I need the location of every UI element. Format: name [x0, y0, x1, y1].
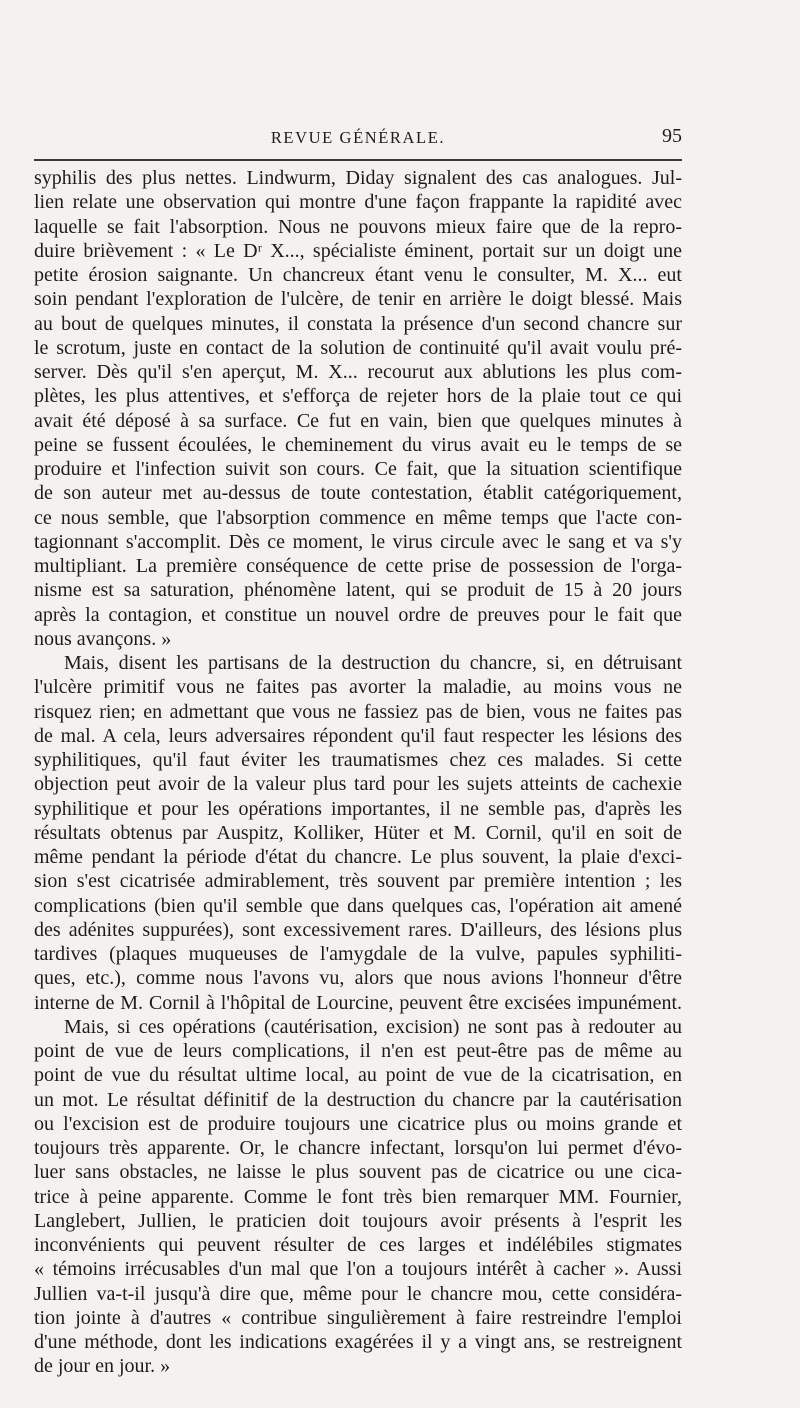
text-line: sion s'est cicatrisée admirablement, très souvent par première intention ; les — [34, 870, 682, 893]
text-line: l'ulcère primitif vous ne faites pas avorter la maladie, au moins vous ne — [34, 676, 682, 699]
text-line: avait été déposé à sa surface. Ce fut en vain, bien que quelques minutes à — [34, 409, 682, 432]
text-line: syphilitique et pour les opérations importantes, il ne semble pas, d'après les — [34, 797, 682, 820]
text-line: trice à peine apparente. Comme le font très bien remarquer MM. Fournier, — [34, 1185, 682, 1208]
text-line: luer sans obstacles, ne laisse le plus souvent pas de cicatrice ou une cica- — [34, 1161, 682, 1184]
text-line: toujours très apparente. Or, le chancre infectant, lorsqu'on lui permet d'évo- — [34, 1137, 682, 1159]
text-line: nisme est sa saturation, phénomène latent, qui se produit de 15 à 20 jours — [34, 579, 682, 602]
text-line: risquez rien; en admettant que vous ne fassiez pas de bien, vous ne faites pas — [34, 700, 682, 723]
text-line: duire brièvement : « Le Dʳ X..., spécialiste éminent, portait sur un doigt une — [34, 239, 682, 262]
text-line: syphilitiques, qu'il faut éviter les traumatismes chez ces malades. Si cette — [34, 749, 682, 771]
text-line: de jour en jour. » — [34, 1355, 171, 1378]
text-line: ce nous semble, que l'absorption commence en même temps que l'acte con- — [34, 506, 682, 529]
text-line: tion jointe à d'autres « contribue singulièrement à faire restreindre l'emploi — [34, 1306, 682, 1329]
text-line: produire et l'infection suivit son cours. Ce fait, que la situation scientifique — [34, 458, 682, 480]
text-line: laquelle se fait l'absorption. Nous ne pouvons mieux faire que de la repro- — [34, 215, 682, 238]
text-line: inconvénients qui peuvent résulter de ces larges et indélébiles stigmates — [34, 1234, 682, 1256]
page-number: 95 — [662, 125, 682, 147]
text-line: nous avançons. » — [34, 627, 172, 650]
text-line: server. Dès qu'il s'en aperçut, M. X... recourut aux ablutions les plus com- — [34, 361, 682, 383]
text-line: un mot. Le résultat définitif de la destruction du chancre par la cautérisation — [34, 1088, 682, 1111]
text-line: ou l'excision est de produire toujours une cicatrice plus ou moins grande et — [34, 1112, 682, 1135]
text-line: de son auteur met au-dessus de toute contestation, établit catégoriquement, — [34, 482, 682, 505]
text-line: des adénites suppurées), sont excessivement rares. D'ailleurs, des lésions plus — [34, 918, 682, 941]
text-line: lien relate une observation qui montre d'une façon frappante la rapidité avec — [34, 191, 682, 214]
text-line: le scrotum, juste en contact de la solution de continuité qu'il avait voulu pré- — [34, 336, 682, 359]
running-header — [34, 125, 682, 154]
text-line: d'une méthode, dont les indications exagérées il y a vingt ans, se restreignent — [34, 1331, 682, 1353]
text-line: Langlebert, Jullien, le praticien doit toujours avoir présents à l'esprit les — [34, 1209, 682, 1232]
text-line: de mal. A cela, leurs adversaires répondent qu'il faut respecter les lésions des — [34, 724, 682, 747]
text-line: multipliant. La première conséquence de cette prise de possession de l'orga- — [34, 555, 682, 577]
text-line: complications (bien qu'il semble que dans quelques cas, l'opération ait amené — [34, 894, 682, 917]
text-line: plètes, les plus attentives, et s'efforça de rejeter hors de la plaie tout ce qui — [34, 385, 682, 408]
header-title: REVUE GÉNÉRALE. — [270, 128, 446, 147]
text-line: objection peut avoir de la valeur plus tard pour les sujets atteints de cachexie — [34, 773, 682, 796]
text-line: résultats obtenus par Auspitz, Kolliker, Hüter et M. Cornil, qu'il en soit de — [34, 821, 682, 844]
text-line: « témoins irrécusables d'un mal que l'on a toujours intérêt à cacher ». Aussi — [34, 1258, 682, 1281]
header-rule — [34, 159, 682, 161]
text-line: petite érosion saignante. Un chancreux étant venu le consulter, M. X... eut — [34, 264, 682, 286]
text-line: interne de M. Cornil à l'hôpital de Lourcine, peuvent être excisées impunément. — [34, 991, 682, 1014]
text-line: peine se fussent écoulées, le cheminement du virus avait eu le temps de se — [34, 433, 682, 456]
text-line: Mais, disent les partisans de la destruction du chancre, si, en détruisant — [64, 652, 682, 674]
text-line: même pendant la période d'état du chancre. Le plus souvent, la plaie d'exci- — [34, 846, 682, 868]
text-line: tardives (plaques muqueuses de l'amygdale de la vulve, papules syphiliti- — [34, 943, 682, 965]
text-line: Mais, si ces opérations (cautérisation, excision) ne sont pas à redouter au — [64, 1015, 682, 1038]
text-line: Jullien va-t-il jusqu'à dire que, même pour le chancre mou, cette considéra- — [34, 1282, 682, 1305]
text-line: point de vue du résultat ultime local, au point de vue de la cicatrisation, en — [34, 1064, 682, 1087]
text-line: point de vue de leurs complications, il n'en est peut-être pas de même au — [34, 1040, 682, 1062]
text-line: au bout de quelques minutes, il constata la présence d'un second chancre sur — [34, 312, 682, 335]
text-line: soin pendant l'exploration de l'ulcère, de tenir en arrière le doigt blessé. Mais — [34, 288, 682, 311]
text-line: syphilis des plus nettes. Lindwurm, Diday signalent des cas analogues. Jul- — [34, 167, 682, 189]
text-line: ques, etc.), comme nous l'avons vu, alors que nous avions l'honneur d'être — [34, 967, 682, 990]
text-line: après la contagion, et constitue un nouvel ordre de preuves pour le fait que — [34, 603, 682, 626]
body-text — [34, 166, 682, 1379]
text-line: tagionnant s'accomplit. Dès ce moment, le virus circule avec le sang et va s'y — [34, 530, 682, 553]
